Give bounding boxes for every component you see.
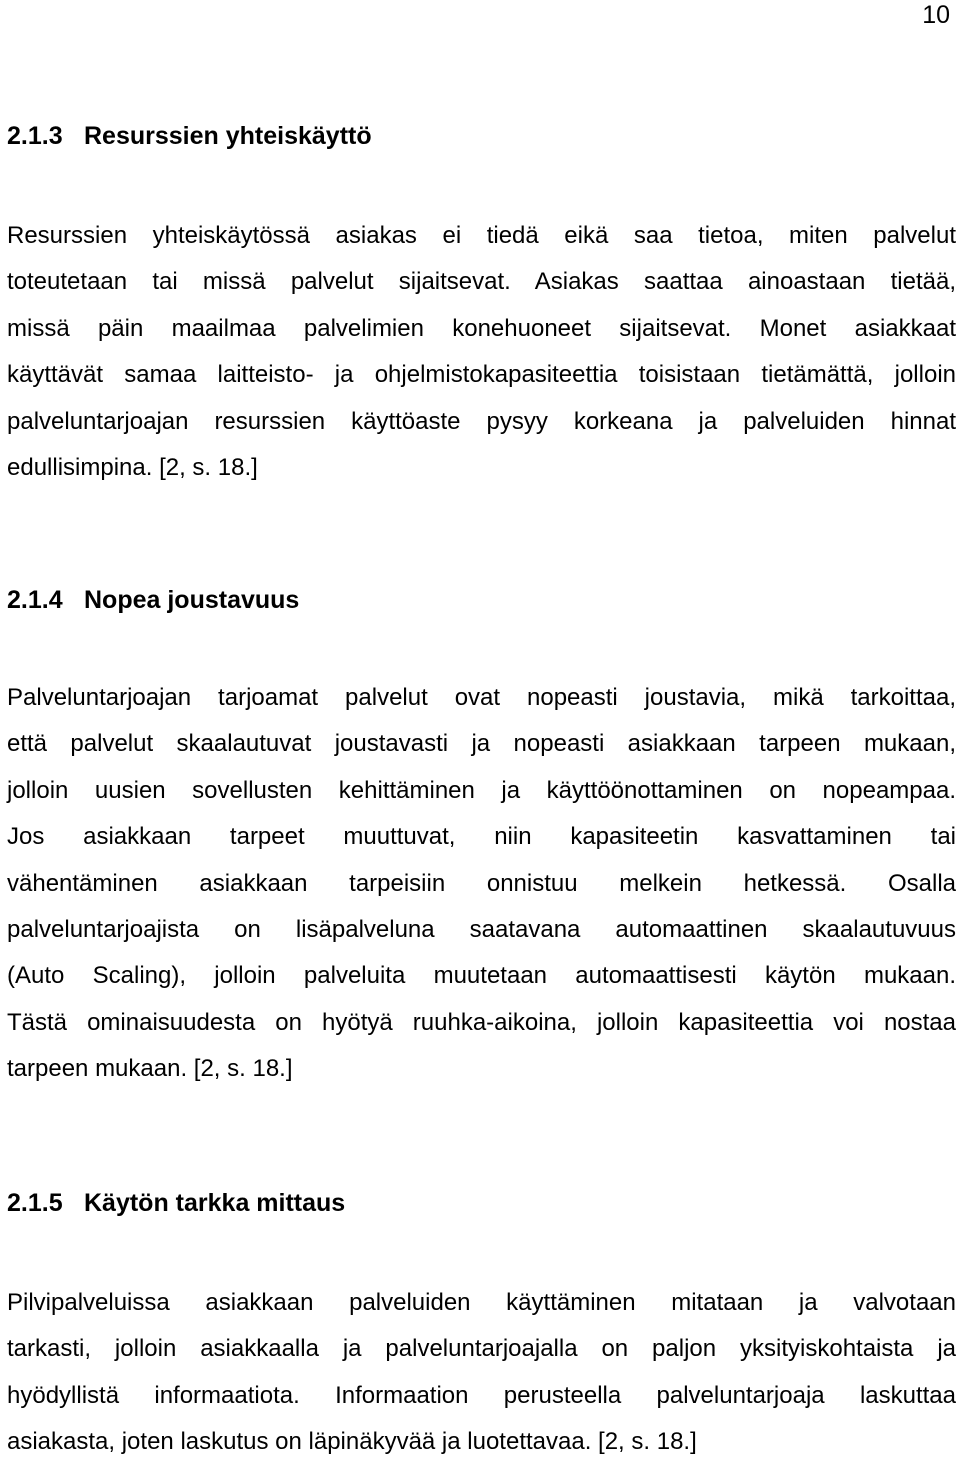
section-number: 2.1.4	[7, 586, 63, 614]
paragraph-line: Palveluntarjoajan tarjoamat palvelut ovat nopeasti joustavia, mikä tarkoittaa,	[7, 684, 956, 711]
paragraph-line: (Auto Scaling), jolloin palveluita muutetaan automaattisesti käytön mukaan.	[7, 962, 956, 990]
paragraph-line: vähentäminen asiakkaan tarpeisiin onnistuu melkein hetkessä. Osalla	[7, 869, 956, 897]
paragraph-line: Pilvipalveluissa asiakkaan palveluiden käyttäminen mitataan ja valvotaan	[7, 1289, 956, 1316]
paragraph-line: asiakasta, joten laskutus on läpinäkyvää ja luotettavaa. [2, s. 18.]	[7, 1428, 697, 1456]
paragraph-line: toteutetaan tai missä palvelut sijaitsevat. Asiakas saattaa ainoastaan tietää,	[7, 268, 956, 296]
paragraph-line: palveluntarjoajan resurssien käyttöaste pysyy korkeana ja palveluiden hinnat	[7, 407, 956, 435]
paragraph-line: Jos asiakkaan tarpeet muuttuvat, niin kapasiteetin kasvattaminen tai	[7, 823, 956, 851]
section-paragraph	[7, 213, 956, 491]
paragraph-line: käyttävät samaa laitteisto- ja ohjelmistokapasiteettia toisistaan tietämättä, jolloin	[7, 361, 956, 389]
paragraph-line: missä päin maailmaa palvelimien konehuoneet sijaitsevat. Monet asiakkaat	[7, 314, 956, 342]
section-heading	[7, 121, 956, 151]
paragraph-line: että palvelut skaalautuvat joustavasti ja nopeasti asiakkaan tarpeen mukaan,	[7, 730, 956, 758]
section-paragraph	[7, 675, 956, 1093]
section-heading	[7, 585, 956, 615]
paragraph-line: jolloin uusien sovellusten kehittäminen ja käyttöönottaminen on nopeampaa.	[7, 776, 956, 804]
section-paragraph	[7, 1280, 956, 1466]
section-2-1-4	[7, 585, 956, 1093]
section-title: Käytön tarkka mittaus	[84, 1189, 346, 1217]
page-number: 10	[922, 1, 950, 29]
section-title: Nopea joustavuus	[84, 586, 300, 614]
paragraph-line: edullisimpina. [2, s. 18.]	[7, 454, 258, 482]
section-2-1-3	[7, 121, 956, 491]
paragraph-line: palveluntarjoajista on lisäpalveluna saatavana automaattinen skaalautuvuus	[7, 916, 956, 944]
section-title: Resurssien yhteiskäyttö	[84, 122, 372, 150]
paragraph-line: tarkasti, jolloin asiakkaalla ja palveluntarjoajalla on paljon yksityiskohtaista ja	[7, 1335, 956, 1363]
section-heading	[7, 1188, 956, 1218]
paragraph-line: Tästä ominaisuudesta on hyötyä ruuhka-aikoina, jolloin kapasiteettia voi nostaa	[7, 1008, 956, 1036]
paragraph-line: tarpeen mukaan. [2, s. 18.]	[7, 1055, 293, 1083]
paragraph-line: Resurssien yhteiskäytössä asiakas ei tiedä eikä saa tietoa, miten palvelut	[7, 222, 956, 249]
paragraph-line: hyödyllistä informaatiota. Informaation perusteella palveluntarjoaja laskuttaa	[7, 1381, 956, 1409]
section-number: 2.1.5	[7, 1189, 63, 1217]
section-2-1-5	[7, 1188, 956, 1466]
section-number: 2.1.3	[7, 122, 63, 150]
